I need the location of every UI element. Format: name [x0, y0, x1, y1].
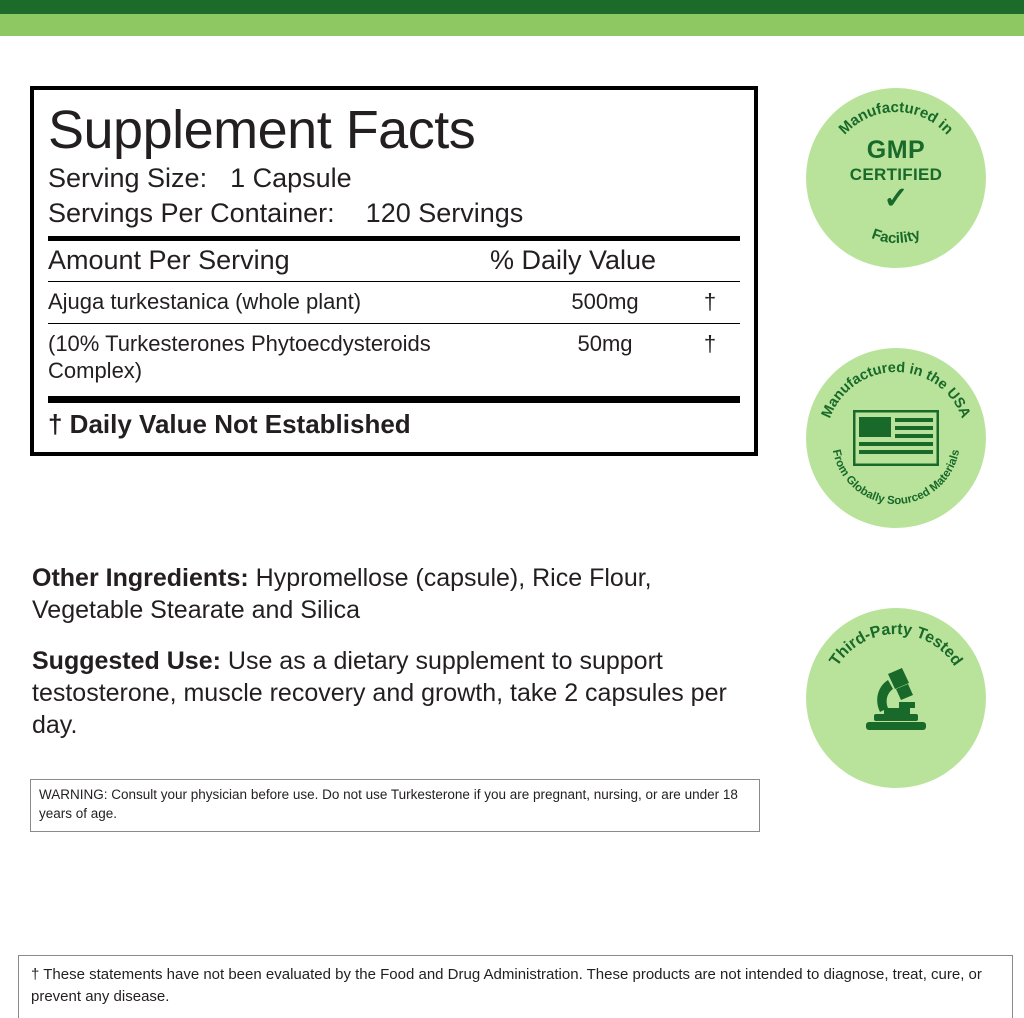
- warning-text: WARNING: Consult your physician before use. Do not use Turkesterone if you are pregnant, nursing, or are under 18 years of age.: [39, 787, 738, 821]
- other-ingredients-label: Other Ingredients:: [32, 564, 249, 592]
- serving-size-label: Serving Size:: [48, 163, 208, 194]
- serving-size-line: [48, 161, 740, 196]
- usa-arc-bottom-label: From Globally Sourced Materials: [829, 448, 963, 508]
- ingredient-name: (10% Turkesterones Phytoecdysteroids Complex): [48, 331, 431, 383]
- gmp-arc-bottom-label: Facility: [869, 225, 923, 248]
- table-row: [48, 282, 740, 323]
- svg-text:Facility: [869, 225, 923, 247]
- suggested-use-label: Suggested Use:: [32, 647, 221, 675]
- ingredient-daily-value: †: [703, 289, 717, 315]
- warning-box: [30, 779, 760, 832]
- ingredient-name: Ajuga turkestanica (whole plant): [48, 289, 362, 315]
- divider-thick-bottom: [48, 396, 740, 403]
- fda-disclaimer-text: † These statements have not been evaluated by the Food and Drug Administration. These products are not intended to diagnose, treat, cure, or prevent any disease.: [31, 966, 982, 1005]
- gmp-label: GMP: [866, 136, 926, 164]
- ingredient-amount: 500mg: [571, 289, 639, 315]
- gmp-arc-top-label: Manufactured in: [835, 98, 957, 139]
- supplement-facts-title: Supplement Facts: [48, 100, 476, 160]
- badge-gmp-certified: [806, 88, 986, 268]
- other-ingredients-block: [32, 562, 762, 626]
- microscope-icon: [858, 664, 934, 734]
- other-ingredients-text: Hypromellose (capsule), Rice Flour, Vegetable Stearate and Silica: [32, 564, 652, 624]
- usa-flag-icon: [853, 410, 939, 466]
- fda-disclaimer-box: [18, 955, 1013, 1018]
- suggested-use-text: Use as a dietary supplement to support testosterone, muscle recovery and growth, take 2 capsules per day.: [32, 647, 727, 739]
- supplement-facts-panel: [30, 86, 758, 456]
- servings-per-container-value: 120 Servings: [365, 197, 524, 228]
- checkmark-icon: ✓: [883, 182, 909, 215]
- badge-third-party-tested: [806, 608, 986, 788]
- ingredient-amount: 50mg: [577, 331, 633, 357]
- facts-column-headers: [48, 241, 740, 281]
- amount-per-serving-header: Amount Per Serving: [48, 245, 290, 276]
- daily-value-footnote: † Daily Value Not Established: [48, 408, 411, 439]
- servings-per-container-label: Servings Per Container:: [48, 197, 335, 228]
- top-brand-bar-dark: [0, 0, 1024, 14]
- usa-arc-top-label: Manufactured in the USA: [818, 359, 974, 421]
- certified-label: CERTIFIED: [849, 165, 943, 184]
- suggested-use-block: [32, 645, 762, 741]
- top-brand-bar-light: [0, 14, 1024, 36]
- badge-made-in-usa: [806, 348, 986, 528]
- servings-per-container-line: [48, 196, 740, 231]
- svg-text:Third-Party Tested: [827, 621, 966, 669]
- ingredient-daily-value: †: [703, 331, 717, 357]
- svg-text:Manufactured in: [836, 99, 957, 138]
- serving-size-value: 1 Capsule: [230, 163, 352, 194]
- daily-value-header: % Daily Value: [490, 245, 657, 276]
- tested-arc-top-label: Third-Party Tested: [826, 620, 966, 670]
- table-row: [48, 324, 740, 392]
